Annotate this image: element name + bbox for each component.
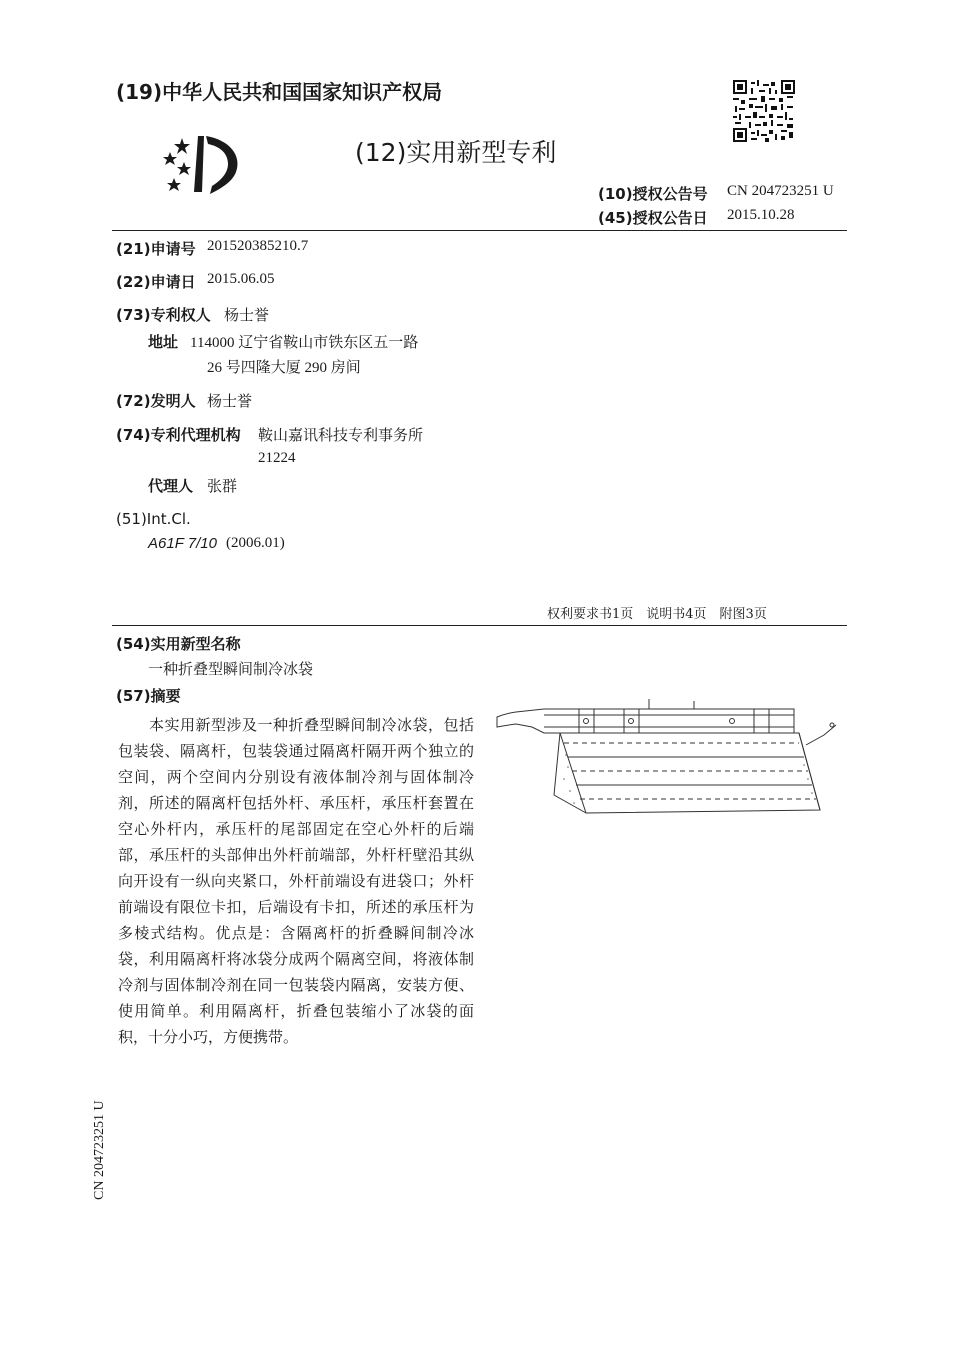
logo-emblem — [194, 136, 238, 194]
address-line-2: 26 号四隆大厦 290 房间 — [207, 360, 361, 376]
agency: 鞍山嘉讯科技专利事务所 — [258, 428, 424, 444]
address-label: 地址 — [148, 333, 179, 351]
ipc-label: (51)Int.Cl. — [116, 510, 191, 528]
patentee-label: (73)专利权人 — [116, 306, 211, 324]
logo-star-3 — [177, 162, 191, 175]
agent: 张群 — [207, 479, 238, 495]
document-type: (12)实用新型专利 — [355, 138, 557, 167]
logo-star-4 — [167, 178, 181, 191]
cnipa-logo — [160, 130, 250, 200]
logo-star-1 — [174, 138, 190, 154]
divider-top — [112, 230, 847, 231]
divider-bottom — [112, 625, 847, 626]
address-line-1: 114000 辽宁省鞍山市铁东区五一路 — [190, 335, 419, 351]
ipc-code: A61F 7/10 — [148, 535, 217, 552]
application-date: 2015.06.05 — [207, 271, 275, 287]
application-number-label: (21)申请号 — [116, 240, 196, 258]
title-label: (54)实用新型名称 — [116, 635, 241, 653]
agency-label: (74)专利代理机构 — [116, 426, 241, 444]
pages-info: 权利要求书1页 说明书4页 附图3页 — [547, 607, 767, 622]
ice-bag-drawing — [494, 695, 846, 835]
application-date-label: (22)申请日 — [116, 273, 196, 291]
logo-star-2 — [163, 152, 177, 165]
publication-date: 2015.10.28 — [727, 207, 795, 223]
abstract-text: 本实用新型涉及一种折叠型瞬间制冷冰袋，包括包装袋、隔离杆，包装袋通过隔离杆隔开两个独立的空间，两个空间内分别设有液体制冷剂与固体制冷剂，所述的隔离杆包括外杆、承压杆，承压杆套置在空心外杆内，承压杆的尾部固定在空心外杆的后端部，承压杆的头部伸出外杆前端部，外杆杆壁沿其纵向开设有一纵向夹紧口，外杆前端设有进袋口；外杆前端设有限位卡扣，后端设有卡扣，所述的承压杆为多棱式结构。优点是：含隔离杆的折叠瞬间制冷冰袋，利用隔离杆将冰袋分成两个隔离空间，将液体制冷剂与固体制冷剂在同一包装袋内隔离，安装方便、使用简单。利用隔离杆，折叠包装缩小了冰袋的面积，十分小巧，方便携带。 — [118, 716, 474, 1046]
patentee: 杨士誉 — [224, 308, 270, 324]
qr-code — [733, 80, 795, 142]
side-publication-code: CN 204723251 U — [92, 1100, 107, 1200]
publication-number: CN 204723251 U — [727, 183, 834, 199]
agent-label: 代理人 — [148, 477, 194, 495]
ipc-version: (2006.01) — [226, 535, 285, 551]
agency-code: 21224 — [258, 450, 296, 466]
inventor: 杨士誉 — [207, 394, 253, 410]
inventor-label: (72)发明人 — [116, 392, 196, 410]
publication-date-label: (45)授权公告日 — [598, 209, 708, 227]
publication-number-label: (10)授权公告号 — [598, 185, 708, 203]
utility-model-title: 一种折叠型瞬间制冷冰袋 — [148, 660, 314, 678]
abstract-label: (57)摘要 — [116, 687, 181, 705]
office-name: (19)中华人民共和国国家知识产权局 — [116, 80, 443, 104]
application-number: 201520385210.7 — [207, 238, 309, 254]
